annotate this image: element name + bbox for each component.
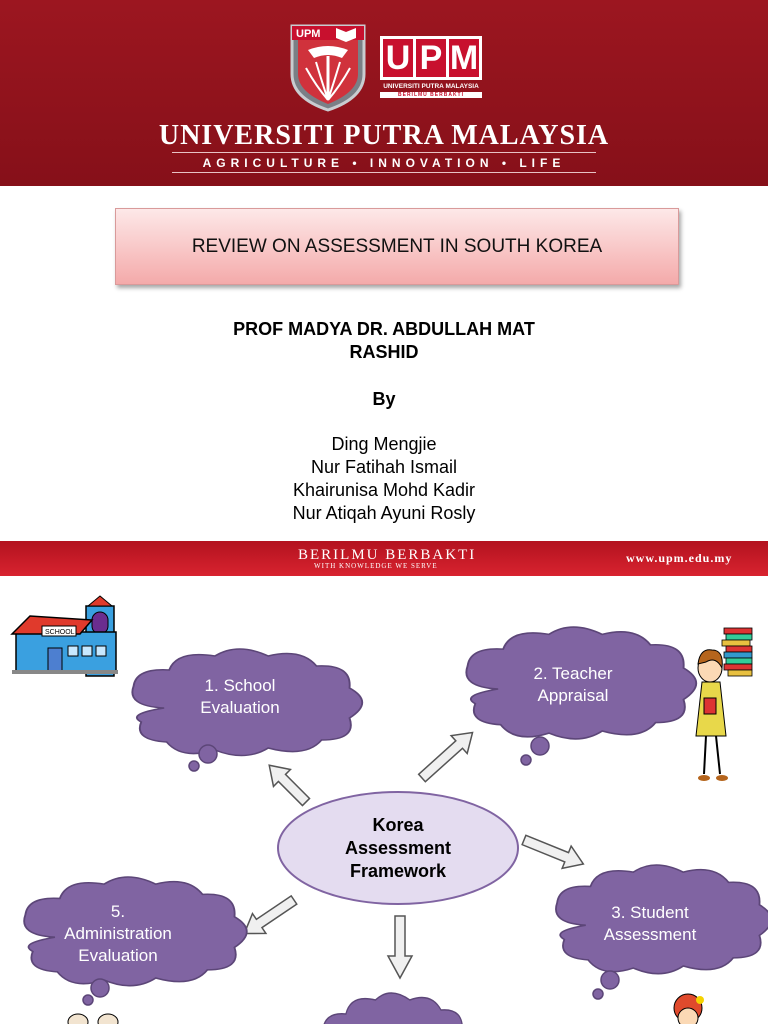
presenter-name: PROF MADYA DR. ABDULLAH MAT RASHID [233,319,535,362]
author-name: Khairunisa Mohd Kadir [292,480,476,500]
arrow-down [388,916,412,978]
author-list [0,433,768,525]
node-label-school: 1. School Evaluation [200,676,280,717]
slide-title-box [115,208,679,285]
footer-banner [0,541,768,576]
university-name: UNIVERSITI PUTRA MALAYSIA [158,120,610,151]
upm-logo [288,22,484,114]
divider [172,172,596,173]
svg-text:UPM: UPM [296,28,321,40]
header-banner [0,0,768,186]
author-name: Nur Fatihah Ismail [310,457,458,477]
author-name: Ding Mengjie [331,434,437,454]
school-building-icon [12,596,118,676]
footer-url: www.upm.edu.my [626,551,733,565]
tagline: AGRICULTURE • INNOVATION • LIFE [202,156,566,170]
upm-shield-icon [288,22,368,112]
framework-slide [0,576,768,1024]
by-label: By [372,389,396,409]
student-with-books-icon [696,628,752,781]
cloud-bottom-partial [322,993,470,1024]
logo-motto: BERILMU BERBAKTI [380,92,482,98]
node-label-administration: 5. Administration Evaluation [64,902,172,965]
girl-icon [674,994,704,1024]
author-name: Nur Atiqah Ayuni Rosly [292,503,476,523]
footer-motto: BERILMU BERBAKTI [298,547,477,563]
center-node-label: Korea Assessment Framework [344,814,452,881]
upm-wordmark: U P M [380,36,482,80]
logo-full-name: UNIVERSITI PUTRA MALAYSIA [383,83,479,90]
divider [172,152,596,153]
slide-title: REVIEW ON ASSESSMENT IN SOUTH KOREA [191,235,603,257]
arrow-to-administration [238,890,301,943]
people-icon [68,1014,118,1024]
arrow-to-school [261,757,315,811]
svg-text:SCHOOL: SCHOOL [45,629,75,636]
node-label-teacher: 2. Teacher Appraisal [533,664,613,705]
node-label-student: 3. Student Assessment [603,903,697,944]
footer-motto-sub: WITH KNOWLEDGE WE SERVE [314,562,438,570]
arrow-to-teacher [414,724,481,787]
arrow-to-student [520,829,588,875]
